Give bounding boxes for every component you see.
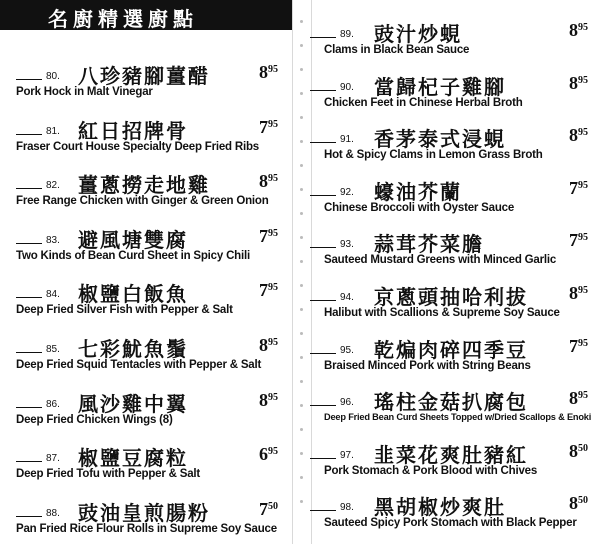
- price-dollars: 8: [569, 72, 578, 93]
- item-chinese-name: 豉汁炒蜆: [374, 22, 462, 46]
- menu-item: [0, 440, 292, 488]
- menu-item: [0, 222, 292, 270]
- item-price: [569, 441, 588, 462]
- right-menu-column: [310, 0, 600, 544]
- order-blank-line: [310, 247, 336, 248]
- menu-item: [310, 279, 600, 327]
- item-chinese-name: 黑胡椒炒爽肚: [374, 495, 506, 520]
- price-dollars: 7: [259, 280, 268, 301]
- price-dollars: 8: [569, 20, 578, 40]
- price-cents: 95: [578, 232, 588, 244]
- price-cents: 95: [578, 179, 588, 191]
- item-chinese-name: 豉油皇煎腸粉: [78, 500, 210, 525]
- item-number: 88.: [46, 507, 60, 519]
- item-number: 84.: [46, 289, 60, 301]
- price-cents: 95: [578, 337, 588, 349]
- item-english-name: Free Range Chicken with Ginger & Green Onion: [16, 195, 269, 208]
- item-number: 81.: [46, 125, 60, 137]
- item-price: [569, 283, 588, 304]
- menu-item: [310, 121, 600, 169]
- item-chinese-name: 香茅泰式浸蜆: [374, 127, 506, 152]
- item-chinese-name: 紅日招牌骨: [78, 118, 188, 143]
- price-cents: 95: [268, 227, 278, 239]
- item-number: 96.: [340, 397, 354, 409]
- item-english-name: Deep Fried Squid Tentacles with Pepper & Salt: [16, 359, 262, 371]
- order-blank-line: [310, 510, 336, 511]
- item-number: 89.: [340, 29, 354, 40]
- item-english-name: Sauteed Mustard Greens with Minced Garlic: [324, 254, 557, 267]
- menu-item: [310, 489, 600, 537]
- item-chinese-name: 京蔥頭抽哈利拔: [374, 285, 528, 309]
- menu-item: [0, 276, 292, 324]
- price-cents: 95: [268, 391, 278, 403]
- order-blank-line: [310, 458, 336, 459]
- price-dollars: 8: [259, 389, 268, 410]
- gutter-dot: [300, 284, 303, 287]
- item-number: 86.: [46, 398, 60, 410]
- item-english-name: Braised Minced Pork with String Beans: [324, 359, 531, 372]
- gutter-dot: [300, 380, 303, 383]
- item-price: [259, 117, 278, 138]
- item-number: 91.: [340, 134, 354, 146]
- price-cents: 95: [268, 337, 278, 348]
- item-price: [259, 171, 278, 192]
- item-number: 80.: [46, 71, 60, 82]
- item-english-name: Deep Fried Bean Curd Sheets Topped w/Dried Scallops & Enoki: [324, 412, 592, 423]
- price-cents: 95: [268, 282, 278, 294]
- price-cents: 50: [578, 495, 588, 507]
- gutter-dot: [300, 116, 303, 119]
- price-dollars: 8: [569, 125, 578, 146]
- item-price: [259, 62, 278, 83]
- order-blank-line: [310, 195, 336, 196]
- gutter-dot: [300, 404, 303, 407]
- item-number: 92.: [340, 186, 354, 198]
- gutter-dot: [300, 212, 303, 215]
- item-number: 85.: [46, 344, 60, 355]
- item-chinese-name: 乾煸肉碎四季豆: [374, 337, 528, 362]
- item-number: 87.: [46, 453, 60, 465]
- item-price: [259, 280, 278, 301]
- menu-item: [0, 58, 292, 106]
- item-price: [569, 73, 588, 94]
- gutter-dot: [300, 332, 303, 335]
- item-price: [569, 20, 588, 41]
- item-number: 98.: [340, 502, 354, 514]
- item-price: [569, 388, 588, 409]
- item-chinese-name: 蒜茸芥菜膽: [374, 232, 484, 257]
- item-number: 97.: [340, 449, 354, 461]
- price-dollars: 8: [569, 283, 578, 303]
- item-chinese-name: 蠔油芥蘭: [374, 179, 462, 204]
- order-blank-line: [16, 79, 42, 80]
- item-english-name: Deep Fried Silver Fish with Pepper & Salt: [16, 304, 233, 317]
- order-blank-line: [16, 516, 42, 517]
- price-dollars: 7: [569, 230, 578, 251]
- section-header: [0, 0, 292, 30]
- order-blank-line: [16, 297, 42, 298]
- gutter-dot: [300, 476, 303, 479]
- menu-item: [0, 386, 292, 434]
- menu-item: [0, 331, 292, 379]
- menu-item: [0, 495, 292, 543]
- item-english-name: Two Kinds of Bean Curd Sheet in Spicy Chili: [16, 249, 250, 262]
- price-dollars: 8: [259, 62, 268, 82]
- item-price: [569, 178, 588, 199]
- menu-item: [310, 174, 600, 222]
- item-price: [259, 226, 278, 247]
- menu-item: [310, 16, 600, 64]
- order-blank-line: [310, 37, 336, 38]
- item-english-name: Deep Fried Tofu with Pepper & Salt: [16, 468, 201, 481]
- price-dollars: 8: [569, 440, 578, 461]
- gutter-dot: [300, 236, 303, 239]
- gutter-dot: [300, 452, 303, 455]
- item-price: [259, 444, 278, 465]
- item-english-name: Halibut with Scallions & Supreme Soy Sauce: [324, 307, 560, 319]
- item-number: 82.: [46, 180, 60, 192]
- item-english-name: Chinese Broccoli with Oyster Sauce: [324, 201, 515, 214]
- item-chinese-name: 椒鹽白飯魚: [78, 282, 188, 307]
- price-cents: 95: [578, 285, 588, 296]
- order-blank-line: [310, 300, 336, 301]
- price-dollars: 7: [259, 225, 268, 246]
- order-blank-line: [310, 90, 336, 91]
- left-menu-column: [0, 0, 292, 544]
- price-cents: 95: [268, 173, 278, 185]
- menu-item: [0, 167, 292, 215]
- price-dollars: 7: [259, 498, 268, 519]
- price-cents: 95: [578, 127, 588, 139]
- item-price: [259, 335, 278, 356]
- item-chinese-name: 瑤柱金菇扒腐包: [374, 390, 528, 415]
- menu-item: [310, 384, 600, 432]
- price-cents: 95: [578, 22, 588, 33]
- gutter-dot: [300, 68, 303, 71]
- item-price: [569, 230, 588, 251]
- order-blank-line: [16, 134, 42, 135]
- page-gutter: [292, 0, 312, 544]
- order-blank-line: [310, 142, 336, 143]
- gutter-dot: [300, 188, 303, 191]
- order-blank-line: [16, 188, 42, 189]
- order-blank-line: [310, 405, 336, 406]
- item-english-name: Pork Hock in Malt Vinegar: [16, 86, 153, 98]
- order-blank-line: [16, 407, 42, 408]
- gutter-dot: [300, 356, 303, 359]
- price-cents: 95: [268, 64, 278, 75]
- gutter-dot: [300, 44, 303, 47]
- item-price: [569, 493, 588, 514]
- order-blank-line: [16, 243, 42, 244]
- item-number: 94.: [340, 292, 354, 303]
- item-chinese-name: 當歸杞子雞腳: [374, 74, 506, 99]
- item-chinese-name: 薑蔥撈走地雞: [78, 173, 210, 198]
- item-english-name: Clams in Black Bean Sauce: [324, 44, 470, 56]
- item-english-name: Sauteed Spicy Pork Stomach with Black Pepper: [324, 517, 577, 530]
- item-chinese-name: 避風塘雙腐: [78, 227, 188, 252]
- item-english-name: Deep Fried Chicken Wings (8): [16, 413, 173, 426]
- gutter-dot: [300, 308, 303, 311]
- item-chinese-name: 風沙雞中翼: [78, 391, 188, 416]
- menu-item: [0, 113, 292, 161]
- section-title: 名廚精選廚點: [48, 7, 198, 31]
- price-dollars: 8: [569, 388, 578, 409]
- item-chinese-name: 八珍豬腳薑醋: [78, 64, 210, 88]
- item-chinese-name: 韭菜花爽肚豬紅: [374, 442, 528, 467]
- item-chinese-name: 椒鹽豆腐粒: [78, 446, 188, 471]
- item-price: [569, 336, 588, 357]
- item-number: 93.: [340, 239, 354, 251]
- price-cents: 50: [578, 442, 588, 454]
- order-blank-line: [16, 461, 42, 462]
- item-number: 95.: [340, 344, 354, 356]
- gutter-dot: [300, 164, 303, 167]
- gutter-dot: [300, 92, 303, 95]
- item-english-name: Chicken Feet in Chinese Herbal Broth: [324, 96, 523, 109]
- price-dollars: 6: [259, 444, 268, 465]
- item-chinese-name: 七彩魷魚鬚: [78, 337, 188, 361]
- gutter-dot: [300, 140, 303, 143]
- item-price: [259, 499, 278, 520]
- menu-item: [310, 226, 600, 274]
- price-cents: 95: [578, 390, 588, 402]
- menu-item: [310, 69, 600, 117]
- item-price: [569, 125, 588, 146]
- menu-item: [310, 437, 600, 485]
- price-cents: 95: [268, 446, 278, 458]
- price-dollars: 7: [569, 177, 578, 198]
- price-cents: 95: [578, 74, 588, 86]
- gutter-dot: [300, 500, 303, 503]
- gutter-dot: [300, 428, 303, 431]
- item-english-name: Hot & Spicy Clams in Lemon Grass Broth: [324, 149, 543, 162]
- item-english-name: Pork Stomach & Pork Blood with Chives: [324, 464, 538, 477]
- item-english-name: Fraser Court House Specialty Deep Fried Ribs: [16, 140, 259, 153]
- item-number: 90.: [340, 81, 354, 93]
- order-blank-line: [16, 352, 42, 353]
- price-dollars: 8: [259, 171, 268, 192]
- item-price: [259, 390, 278, 411]
- price-dollars: 7: [569, 335, 578, 356]
- gutter-dot: [300, 20, 303, 23]
- menu-item: [310, 332, 600, 380]
- price-cents: 50: [268, 500, 278, 512]
- item-english-name: Pan Fried Rice Flour Rolls in Supreme Soy Sauce: [16, 522, 277, 535]
- price-dollars: 7: [259, 116, 268, 137]
- price-dollars: 8: [569, 493, 578, 514]
- item-number: 83.: [46, 234, 60, 246]
- order-blank-line: [310, 353, 336, 354]
- price-dollars: 8: [259, 335, 268, 355]
- gutter-dot: [300, 260, 303, 263]
- price-cents: 95: [268, 118, 278, 130]
